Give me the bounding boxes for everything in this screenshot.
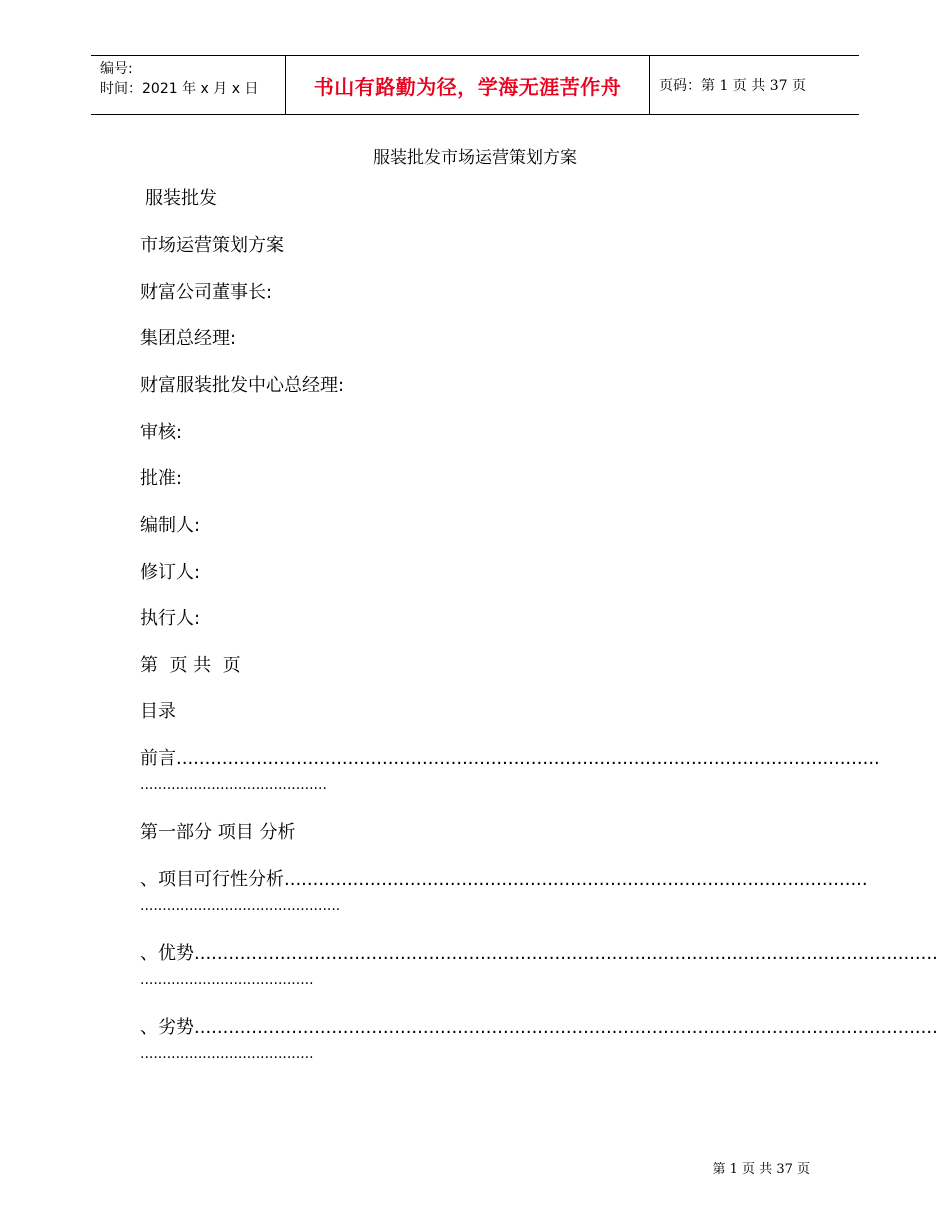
toc-section-heading: 第一部分 项目 分析 xyxy=(140,822,296,843)
cover-line: 服装批发 xyxy=(145,188,217,209)
cover-line: 修订人: xyxy=(140,562,201,583)
cover-line: 财富服装批发中心总经理: xyxy=(140,375,345,396)
toc-leader-dots: ............................................. xyxy=(140,898,341,914)
toc-leader-dots: ....................................... xyxy=(140,1046,314,1062)
toc-entry-label: 、项目可行性分析 xyxy=(140,869,284,890)
header-motto-cell xyxy=(286,56,650,114)
toc-entry-label: 前言 xyxy=(140,748,176,769)
motto: 书山有路勤为径，学海无涯苦作舟 xyxy=(313,74,622,99)
cover-line: 市场运营策划方案 xyxy=(140,235,284,256)
toc-leader-dots: ...................................................................................................... xyxy=(284,869,868,890)
toc-leader-dots: ....................................... xyxy=(140,972,314,988)
cover-line: 执行人: xyxy=(140,608,201,629)
toc-leader-dots: .......................................... xyxy=(140,777,327,793)
toc-leader-dots: ........................................................................................................................... xyxy=(176,748,880,769)
header-meta xyxy=(91,56,286,114)
time-label: 时间：2021 年 x 月 x 日 xyxy=(100,81,259,97)
page-footer: 第 1 页 共 37 页 xyxy=(712,1162,810,1177)
number-label: 编号: xyxy=(100,61,133,77)
page-count-line: 第 页 共 页 xyxy=(140,655,241,676)
cover-line: 编制人: xyxy=(140,515,201,536)
toc-entry[interactable] xyxy=(140,942,938,990)
toc-leader-dots: .................................................................................................................................. xyxy=(194,943,938,964)
cover-line: 批准: xyxy=(140,468,183,489)
toc-entry-label: 、劣势 xyxy=(140,1017,194,1038)
cover-line: 审核: xyxy=(140,422,183,443)
toc-leader-dots: .................................................................................................................................. xyxy=(194,1017,938,1038)
toc-heading: 目录 xyxy=(140,701,176,722)
header-page-info: 页码：第 1 页 共 37 页 xyxy=(659,78,806,94)
document-title: 服装批发市场运营策划方案 xyxy=(373,148,577,168)
cover-line: 集团总经理: xyxy=(140,328,237,349)
header-page-cell xyxy=(650,56,859,114)
cover-line: 财富公司董事长: xyxy=(140,282,273,303)
page-header xyxy=(91,55,859,115)
toc-entry[interactable] xyxy=(140,868,868,916)
toc-entry[interactable] xyxy=(140,747,880,795)
toc-entry[interactable] xyxy=(140,1016,938,1064)
toc-entry-label: 、优势 xyxy=(140,943,194,964)
